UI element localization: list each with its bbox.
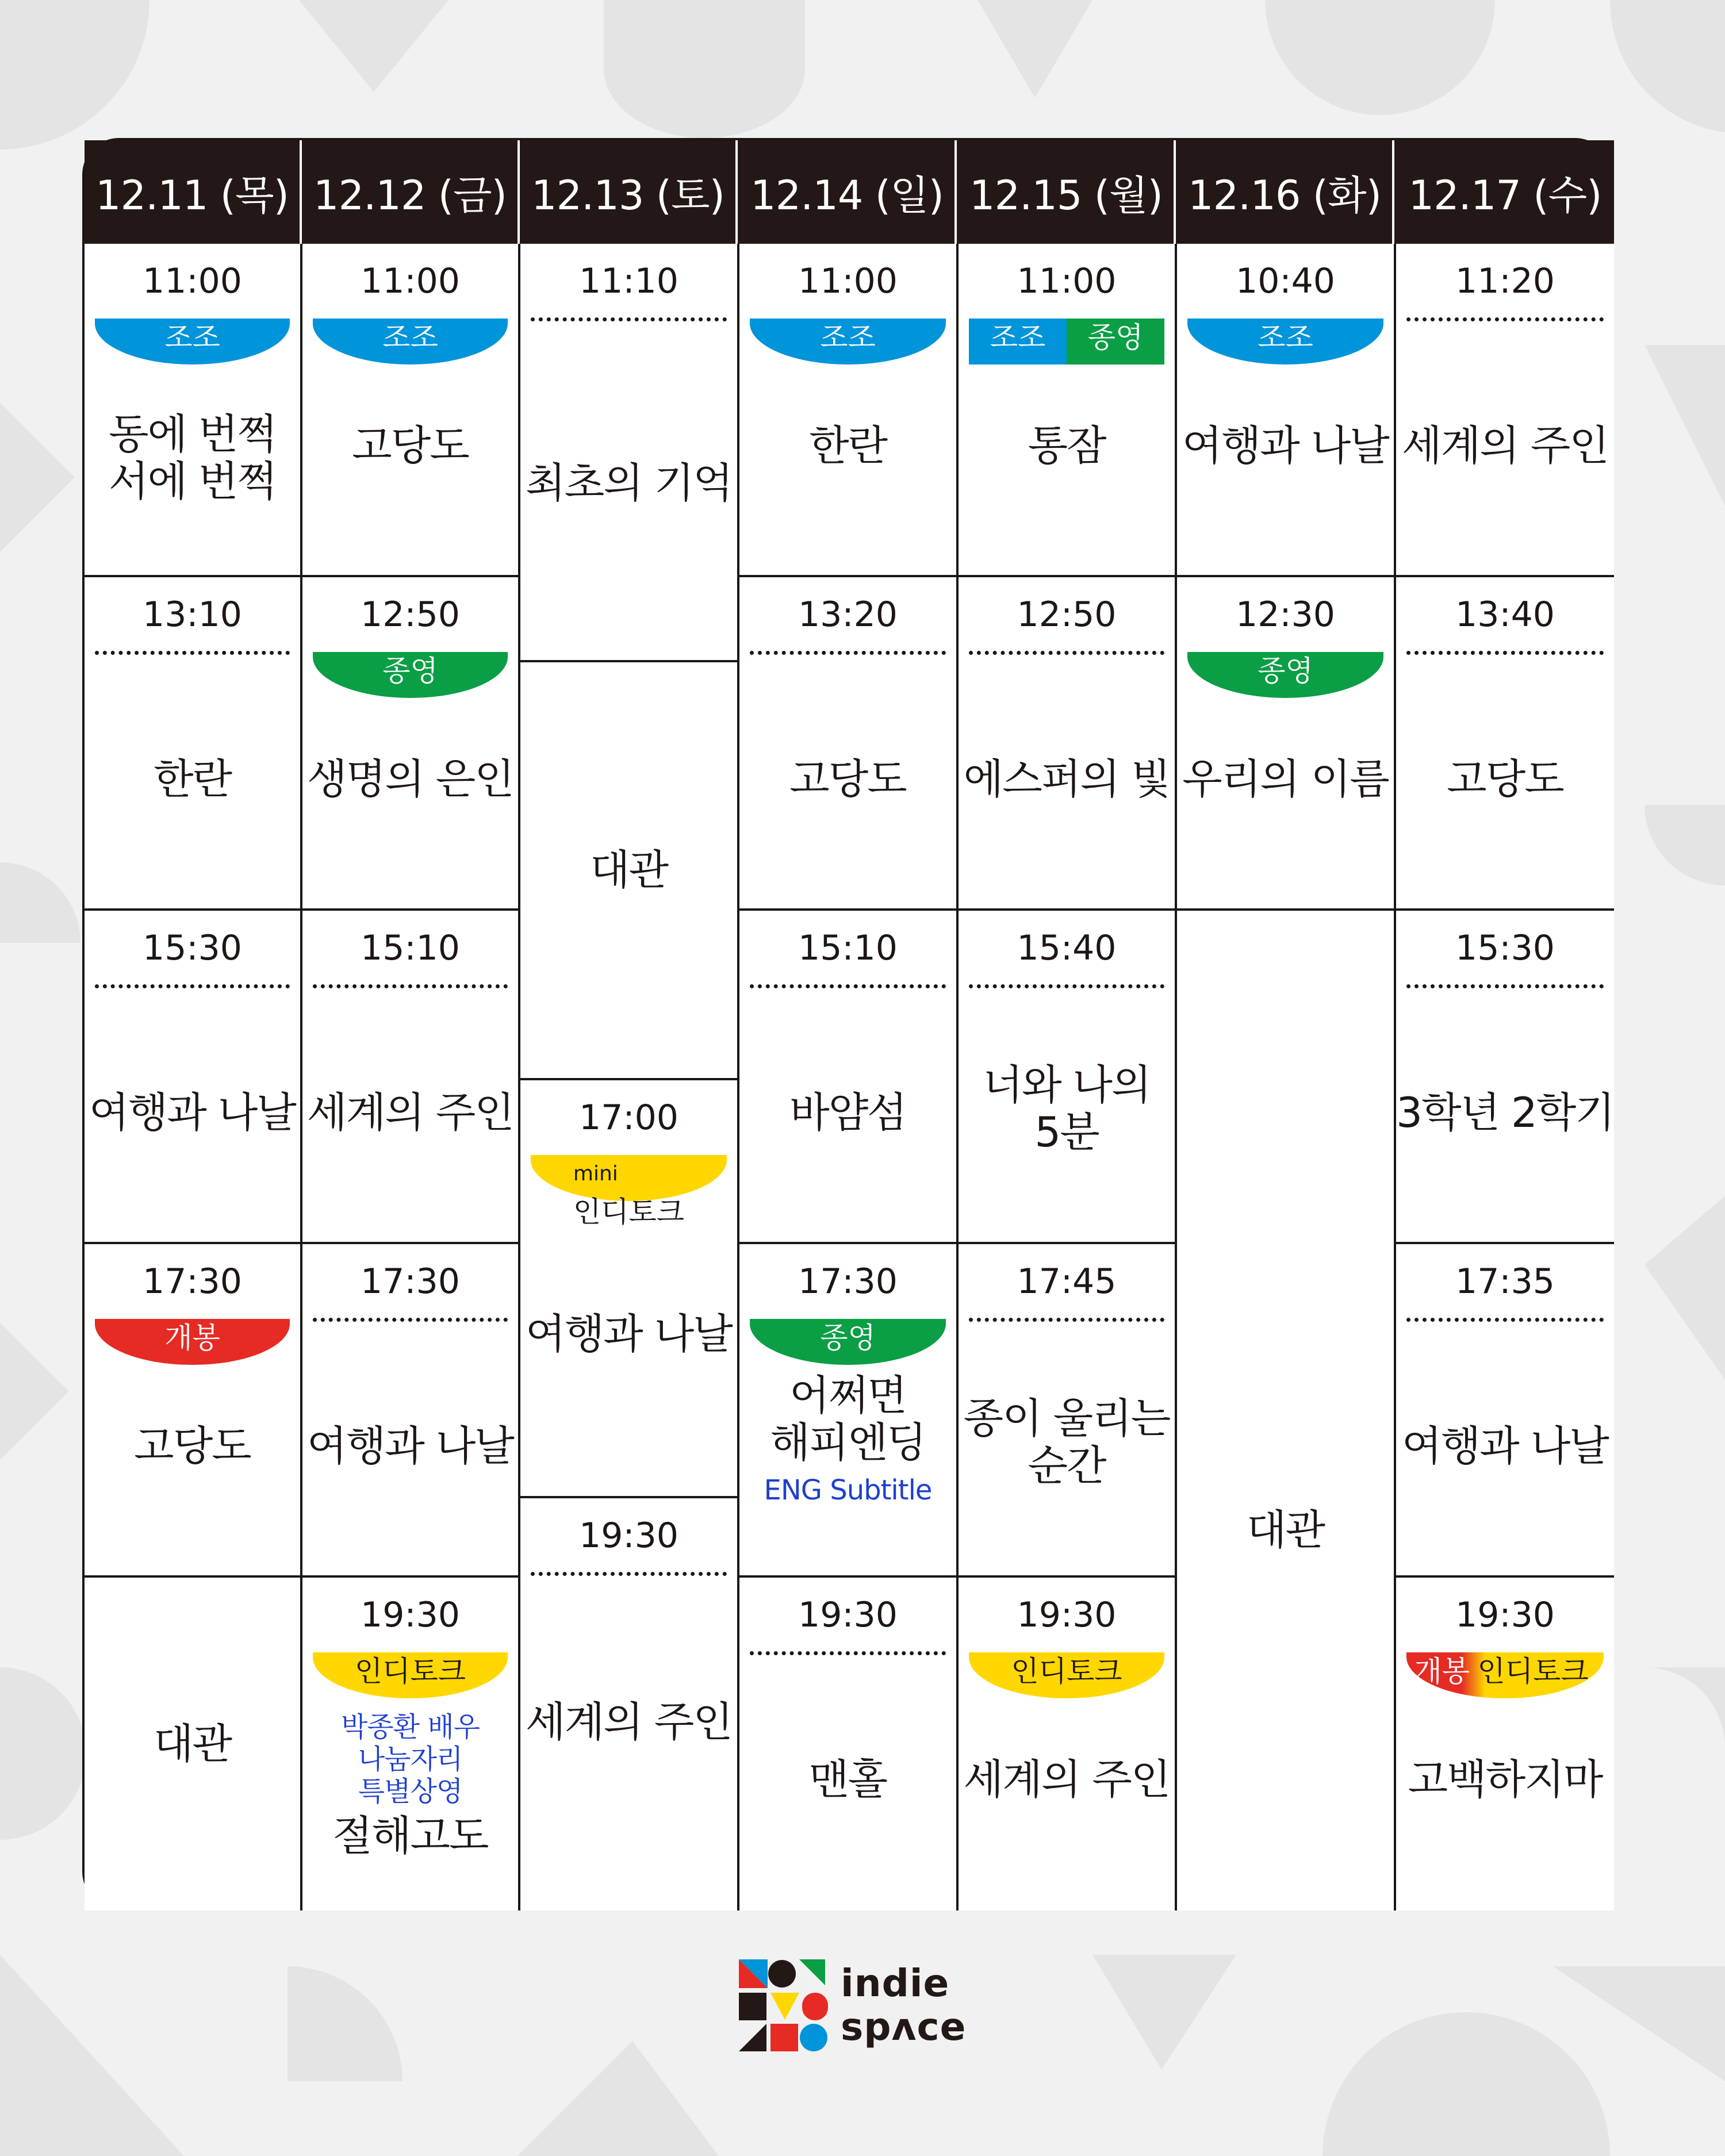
final-badge: 종영 [1187, 652, 1383, 698]
header-row [85, 140, 1614, 244]
movie-title: 여행과 나날 [307, 1422, 513, 1470]
showtime: 17:30 [143, 1261, 242, 1302]
movie-title: 고백하지마 [1408, 1755, 1603, 1804]
subtitle-note: ENG Subtitle [764, 1474, 932, 1506]
movie-title: 고당도 [134, 1422, 251, 1470]
slot-1212-5[interactable] [302, 1578, 520, 1911]
slot-1214-1[interactable] [739, 244, 959, 577]
showtime: 11:10 [579, 261, 678, 301]
movie-title: 우리의 이름 [1182, 755, 1389, 803]
showtime: 12:30 [1236, 594, 1335, 635]
day-header-1212: 12.12 (금) [302, 140, 520, 244]
showtime: 11:00 [798, 261, 898, 301]
dotted-divider [531, 1572, 727, 1576]
movie-title: 통잠 [1028, 421, 1106, 470]
movie-title: 동에 번쩍 서에 번쩍 [108, 410, 277, 505]
movie-title: 생명의 은인 [307, 755, 513, 803]
morning-badge: 조조 [95, 319, 290, 365]
final-badge-part: 종영 [1067, 319, 1164, 365]
showtime: 11:00 [143, 261, 242, 301]
dotted-divider [313, 984, 508, 988]
slot-1215-1[interactable] [959, 244, 1177, 577]
showtime: 17:45 [1017, 1261, 1117, 1302]
movie-title: 여행과 나날 [1182, 421, 1389, 470]
showtime: 15:10 [361, 928, 460, 968]
morning-badge: 조조 [1187, 319, 1383, 365]
slot-1215-5[interactable] [959, 1578, 1177, 1911]
opening-talk-badge [1406, 1652, 1604, 1698]
logo-wordmark [841, 1962, 966, 2049]
movie-title: 3학년 2학기 [1396, 1088, 1614, 1137]
talk-badge: 인디토크 [969, 1652, 1164, 1698]
day-header-1214: 12.14 (일) [739, 140, 957, 244]
slot-1214-2[interactable] [739, 577, 959, 911]
slot-1211-4[interactable] [85, 1244, 302, 1578]
showtime: 19:30 [361, 1595, 460, 1635]
showtime: 19:30 [798, 1595, 898, 1635]
slot-1212-4[interactable] [302, 1244, 520, 1578]
showtime: 19:30 [1455, 1595, 1555, 1635]
showtime: 12:50 [1017, 594, 1117, 635]
slot-1212-1[interactable] [302, 244, 520, 577]
slot-1211-2[interactable] [85, 577, 302, 911]
slot-1215-3[interactable] [959, 911, 1177, 1244]
day-header-1211: 12.11 (목) [85, 140, 302, 244]
showtime: 17:30 [361, 1261, 460, 1302]
dotted-divider [1406, 984, 1604, 988]
showtime: 15:10 [798, 928, 898, 968]
slot-1217-4[interactable] [1396, 1244, 1614, 1578]
movie-title: 너와 나의 5분 [983, 1061, 1151, 1156]
movie-title: 맨홀 [808, 1755, 887, 1804]
movie-title: 한란 [153, 755, 232, 803]
showtime: 10:40 [1236, 261, 1335, 301]
slot-1216-2[interactable] [1177, 577, 1396, 911]
day-header-1217: 12.17 (수) [1408, 171, 1602, 219]
final-badge: 종영 [750, 1319, 946, 1365]
movie-title: 에스퍼의 빛 [963, 755, 1170, 803]
dotted-divider [1406, 1318, 1604, 1322]
showtime: 15:40 [1017, 928, 1117, 968]
logo-line-2: spʌce [841, 2005, 967, 2049]
dotted-divider [750, 651, 946, 655]
rental-label: 대관 [153, 1720, 232, 1768]
slot-1217-1[interactable] [1396, 244, 1614, 577]
showtime: 13:10 [143, 594, 242, 635]
slot-1217-2[interactable] [1396, 577, 1614, 911]
movie-title: 여행과 나날 [526, 1310, 732, 1358]
slot-1217-3[interactable] [1396, 911, 1614, 1244]
movie-title: 여행과 나날 [1402, 1422, 1608, 1470]
dotted-divider [750, 984, 946, 988]
showtime: 11:00 [361, 261, 460, 301]
showtime: 13:40 [1455, 594, 1555, 635]
slot-1211-5[interactable] [85, 1578, 302, 1911]
day-header-1215: 12.15 (월) [959, 140, 1176, 244]
slot-1213-1[interactable] [520, 244, 739, 662]
logo-line-1: indie [841, 1961, 950, 2005]
rental-label: 대관 [589, 846, 668, 894]
slot-1211-1[interactable] [85, 244, 302, 577]
dotted-divider [969, 1318, 1164, 1322]
slot-1215-4[interactable] [959, 1244, 1177, 1578]
opening-badge-part: 개봉 [1414, 1655, 1470, 1688]
slot-1216-1[interactable] [1177, 244, 1396, 577]
morning-badge: 조조 [313, 319, 508, 365]
showtime: 11:20 [1455, 261, 1555, 301]
slot-1212-2[interactable] [302, 577, 520, 911]
morning-badge: 조조 [750, 319, 946, 365]
movie-title: 고당도 [352, 421, 469, 470]
movie-title: 세계의 주인 [1402, 421, 1608, 470]
dotted-divider [750, 1651, 946, 1655]
dotted-divider [95, 984, 290, 988]
slot-1215-2[interactable] [959, 577, 1177, 911]
slot-1213-2[interactable] [520, 662, 739, 1080]
dotted-divider [969, 984, 1164, 988]
showtime: 17:00 [579, 1098, 678, 1138]
showtime: 13:20 [798, 594, 898, 635]
slot-1211-3[interactable] [85, 911, 302, 1244]
dotted-divider [1406, 317, 1604, 321]
movie-title: 고당도 [789, 755, 906, 803]
movie-title: 어쩌면 해피엔딩 [770, 1371, 926, 1467]
final-badge: 종영 [313, 652, 508, 698]
dotted-divider [969, 651, 1164, 655]
showtime: 15:30 [1455, 928, 1555, 968]
mini-talk-badge: mini 인디토크 [531, 1155, 727, 1201]
talk-badge: 인디토크 [313, 1652, 508, 1698]
showtime: 12:50 [361, 594, 460, 635]
movie-title: 세계의 주인 [963, 1755, 1170, 1804]
slot-1214-3[interactable] [739, 911, 959, 1244]
movie-title: 절해고도 [332, 1812, 488, 1860]
talk-badge-part: 인디토크 [1477, 1655, 1589, 1688]
showtime: 17:30 [798, 1261, 898, 1302]
slot-1212-3[interactable] [302, 911, 520, 1244]
movie-title: 바얌섬 [789, 1088, 906, 1137]
movie-title: 한란 [808, 421, 887, 470]
showtime: 19:30 [1017, 1595, 1117, 1635]
morning-badge-part: 조조 [969, 319, 1067, 365]
showtime: 17:35 [1455, 1261, 1555, 1302]
dotted-divider [95, 651, 290, 655]
movie-title: 고당도 [1447, 755, 1563, 803]
showtime: 11:00 [1017, 261, 1117, 301]
movie-title: 종이 울리는 순간 [963, 1394, 1170, 1490]
movie-title: 세계의 주인 [307, 1088, 513, 1137]
slot-1214-4[interactable] [739, 1244, 959, 1578]
morning-final-badge [969, 319, 1164, 365]
opening-badge: 개봉 [95, 1319, 290, 1365]
movie-title: 최초의 기억 [526, 459, 732, 507]
slot-1216-3[interactable] [1177, 911, 1396, 1911]
slot-1213-3[interactable] [520, 1080, 739, 1498]
day-header-1216: 12.16 (화) [1177, 140, 1394, 244]
showtime: 15:30 [143, 928, 242, 968]
schedule-table [82, 138, 1612, 1908]
slot-1213-4[interactable] [520, 1498, 739, 1911]
dotted-divider [313, 1318, 508, 1322]
dotted-divider [531, 317, 727, 321]
rental-label: 대관 [1246, 1506, 1325, 1554]
movie-title: 세계의 주인 [526, 1698, 732, 1746]
dotted-divider [1406, 651, 1604, 655]
showtime: 19:30 [579, 1516, 678, 1556]
movie-title: 여행과 나날 [89, 1088, 296, 1137]
slot-1214-5[interactable] [739, 1578, 959, 1911]
slot-1217-5[interactable] [1396, 1578, 1614, 1911]
special-note: 박종환 배우 나눔자리 특별상영 [340, 1711, 480, 1808]
day-header-1213: 12.13 (토) [520, 140, 738, 244]
